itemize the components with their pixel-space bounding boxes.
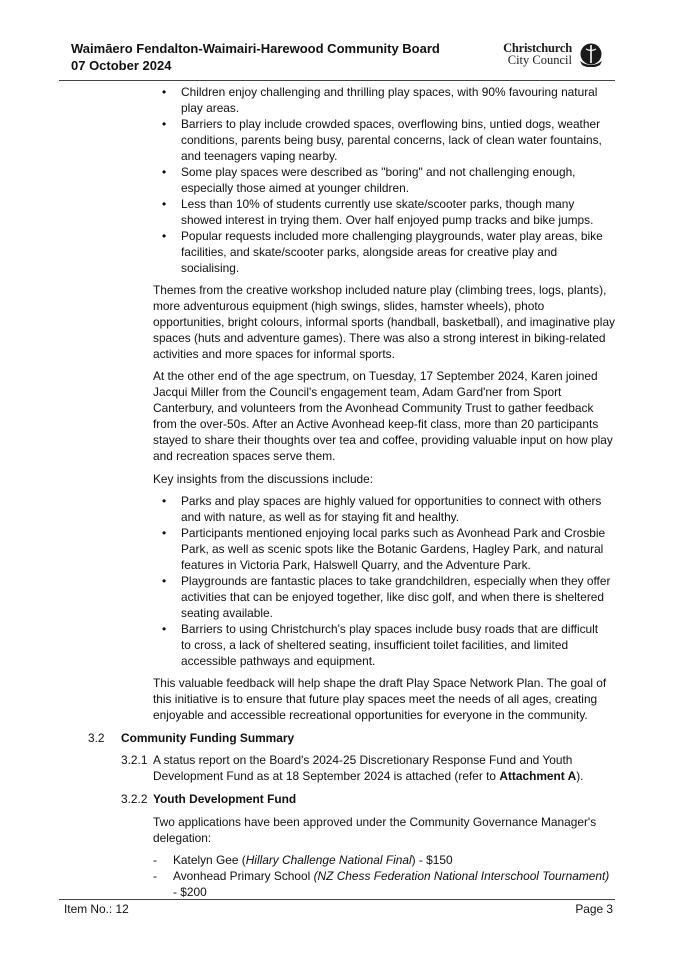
paragraph-other-end: At the other end of the age spectrum, on Tuesday, 17 September 2024, Karen joined Jacqui Miller from the Council's engagement team, Adam Gard'ner from Sport Canterbury, and volunteers from the Avonhead Community Trust to gather feedback from the over-50s. After an Active Avonhead keep-fit class, more than 20 participants stayed to share their thoughts over tea and coffee, providing valuable input on how play and recreation spaces serve them. [153, 369, 613, 463]
list-item: • Children enjoy challenging and thrilling play spaces, with 90% favouring natural play areas. [181, 84, 611, 116]
christchurch-city-council-logo-icon [576, 43, 606, 67]
bullet-list-insights [181, 493, 611, 669]
footer-page-number: Page 3 [575, 902, 613, 916]
paragraph-feedback: This valuable feedback will help shape the draft Play Space Network Plan. The goal of this initiative is to ensure that future play spaces meet the needs of all ages, creating enjoyable and accessible recreational opportunities for everyone in the community. [153, 676, 607, 722]
subsection-number: 3.2.1 [121, 753, 148, 767]
subsection-number: 3.2.2 [121, 792, 148, 806]
subsection-text-end: ). [576, 769, 584, 783]
subsection-3-2-1 [0, 752, 675, 784]
page-header [71, 40, 606, 76]
list-item: • Playgrounds are fantastic places to take grandchildren, especially when they offer activities that can be enjoyed together, like disc golf, and when there is sheltered seating available. [181, 573, 611, 621]
header-title-line1: Waimāero Fendalton-Waimairi-Harewood Community Board [71, 41, 440, 56]
attachment-reference: Attachment A [499, 769, 577, 783]
section-heading [0, 730, 675, 746]
list-item: • Parks and play spaces are highly valued for opportunities to connect with others and with nature, as well as for staying fit and healthy. [181, 493, 611, 525]
page-body [0, 84, 675, 900]
list-item: • Some play spaces were described as "boring" and not challenging enough, especially those aimed at younger children. [181, 164, 611, 196]
recipient-detail: Hillary Challenge National Final [245, 853, 412, 867]
bullet-list-children [181, 84, 611, 276]
list-item: • Barriers to play include crowded spaces, overflowing bins, untied dogs, weather conditions, parents being busy, parental concerns, lack of clean water fountains, and teenagers vaping nearby. [181, 116, 611, 164]
recipient-name: Katelyn Gee [173, 853, 239, 867]
funding-list [173, 852, 613, 900]
footer-divider [59, 899, 615, 900]
footer-item-number: Item No.: 12 [64, 902, 129, 916]
recipient-detail: NZ Chess Federation National Interschool Tournament [317, 869, 606, 883]
subsection-title: Youth Development Fund [153, 792, 297, 806]
logo-line2: City Council [507, 53, 572, 67]
paragraph-applications: Two applications have been approved under the Community Governance Manager's delegation: [153, 815, 597, 845]
recipient-name: Avonhead Primary School [173, 869, 311, 883]
council-logo [496, 42, 606, 70]
paragraph-key-insights: Key insights from the discussions include: [153, 472, 374, 486]
list-item: • Less than 10% of students currently use skate/scooter parks, though many showed interest in trying them. Over half enjoyed pump tracks and bike jumps. [181, 196, 611, 228]
header-date: 07 October 2024 [71, 58, 172, 73]
logo-text [503, 42, 572, 66]
list-item: • Popular requests included more challenging playgrounds, water play areas, bike facilities, and skate/scooter parks, alongside areas for creative play and socialising. [181, 228, 611, 276]
subsection-text [153, 752, 615, 784]
header-divider [59, 80, 615, 81]
grant-amount: $200 [180, 885, 207, 899]
section-title: Community Funding Summary [121, 731, 295, 745]
logo-line1: Christchurch [503, 41, 572, 55]
subsection-text-start: A status report on the Board's 2024-25 Discretionary Response Fund and Youth Development Fund as at 18 September 2024 is attached (refer to [153, 753, 573, 783]
paragraph-themes: Themes from the creative workshop included nature play (climbing trees, logs, plants), more adventurous equipment (high swings, slides, hamster wheels), photo opportunities, bright colours, informal sports (handball, basketball), and imaginative play spaces (huts and adventure games). There was also a strong interest in biking-related activities and more spaces for informal sports. [153, 283, 615, 361]
section-number: 3.2 [88, 731, 105, 745]
subsection-3-2-2 [0, 791, 675, 807]
list-item: - Katelyn Gee (Hillary Challenge National Final) - $150 [173, 852, 613, 868]
list-item: • Barriers to using Christchurch's play spaces include busy roads that are difficult to cross, a lack of sheltered seating, insufficient toilet facilities, and limited accessible pathways and equipment. [181, 621, 611, 669]
grant-amount: $150 [426, 853, 453, 867]
list-item: - Avonhead Primary School (NZ Chess Federation National Interschool Tournament) - $200 [173, 868, 613, 900]
list-item: • Participants mentioned enjoying local parks such as Avonhead Park and Crosbie Park, as well as scenic spots like the Botanic Gardens, Hagley Park, and natural features in Victoria Park, Halswell Quarry, and the Adventure Park. [181, 525, 611, 573]
